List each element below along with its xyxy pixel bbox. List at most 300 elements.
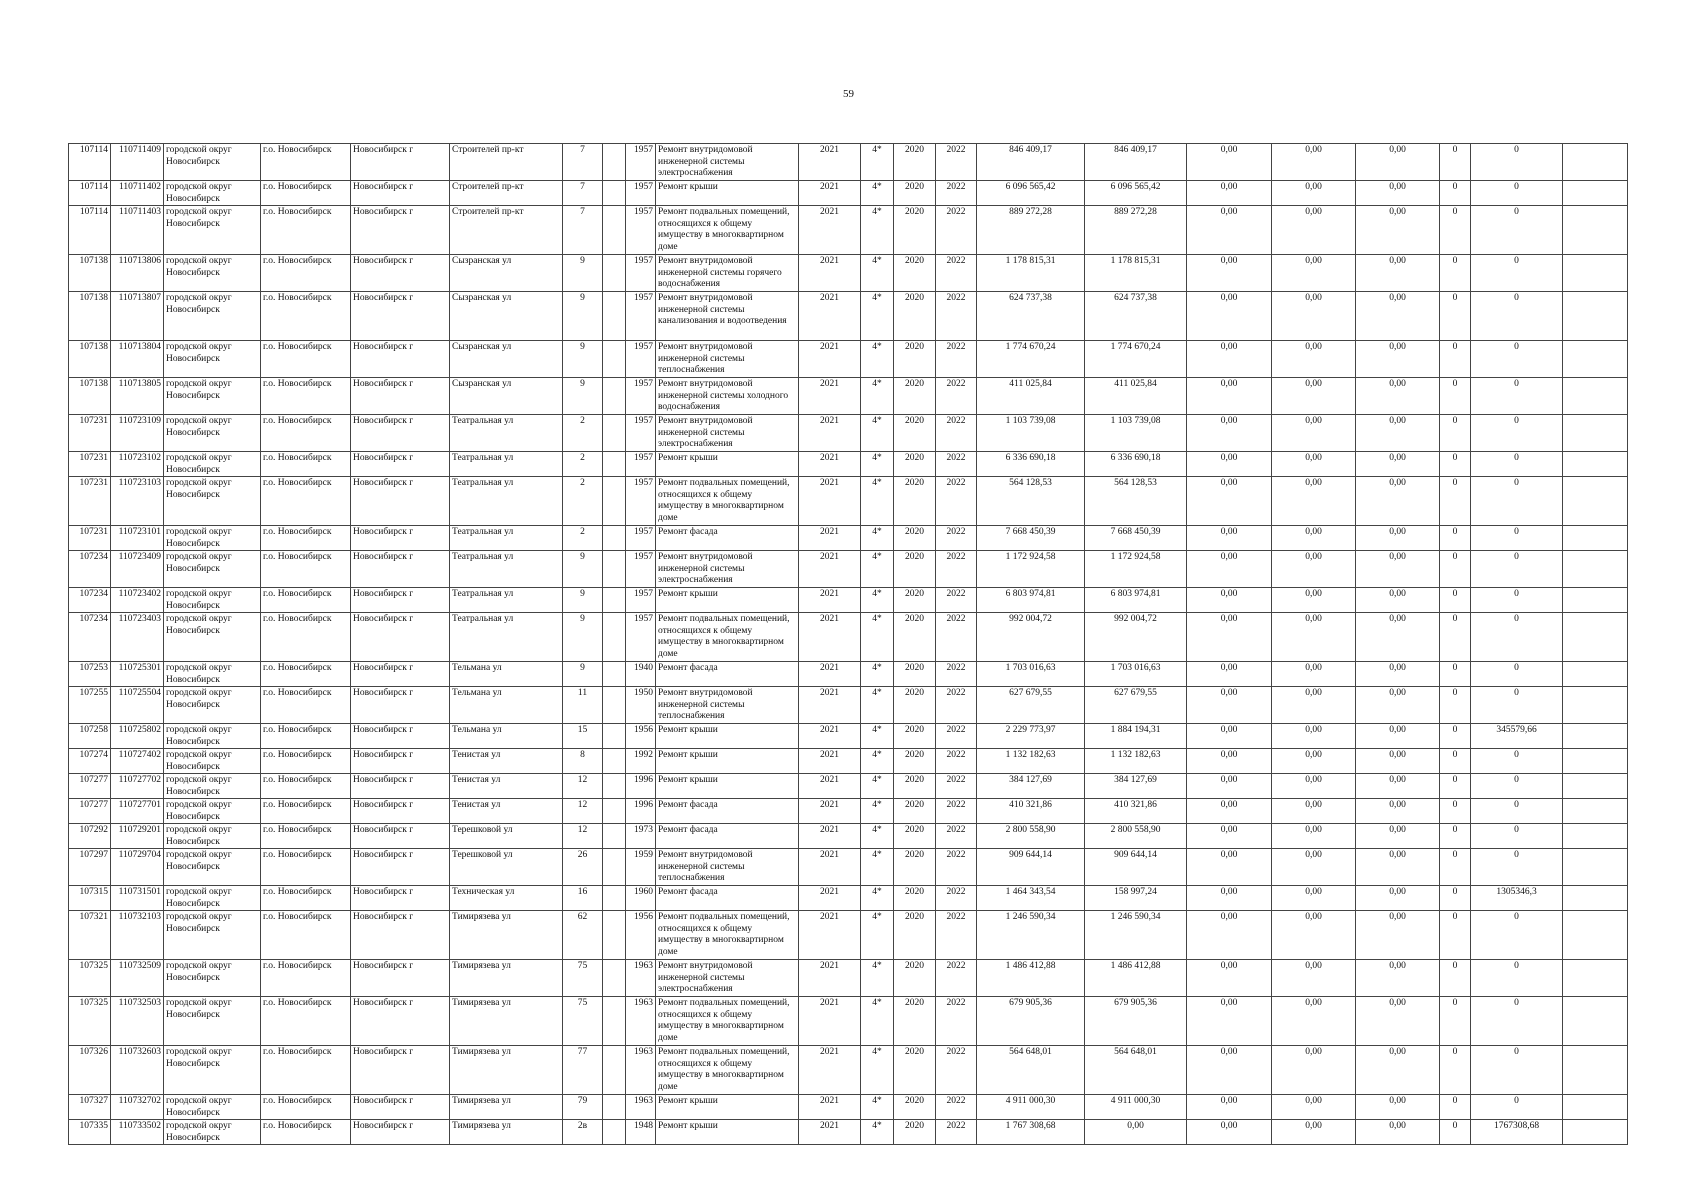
table-row [69, 378, 1628, 415]
cell-s1: 0,00 [1187, 181, 1272, 206]
table-row [69, 997, 1628, 1046]
cell-street: Строителей пр-кт [450, 206, 563, 255]
cell-y2: 2020 [894, 341, 936, 378]
cell-city: Новосибирск г [351, 341, 450, 378]
cell-work: Ремонт внутридомовой инженерной системы электроснабжения [656, 551, 799, 588]
cell-street: Театральная ул [450, 588, 563, 613]
cell-own: 0 [1471, 911, 1563, 960]
cell-code: 110713804 [111, 341, 164, 378]
cell-s1: 0,00 [1187, 415, 1272, 452]
cell-mo: городской округ Новосибирск [164, 960, 261, 997]
cell-okrug: г.о. Новосибирск [261, 206, 351, 255]
cell-total: 1 486 412,88 [977, 960, 1085, 997]
cell-id: 107274 [69, 749, 111, 774]
cell-code: 110727702 [111, 774, 164, 799]
cell-city: Новосибирск г [351, 911, 450, 960]
cell-city: Новосибирск г [351, 415, 450, 452]
cell-code: 110727402 [111, 749, 164, 774]
cell-cat: 4* [861, 452, 894, 477]
cell-s1: 0,00 [1187, 588, 1272, 613]
cell-house: 9 [563, 613, 603, 662]
cell-work: Ремонт крыши [656, 588, 799, 613]
cell-s3: 0,00 [1356, 526, 1440, 551]
cell-s1: 0,00 [1187, 849, 1272, 886]
table-row [69, 749, 1628, 774]
cell-s2: 0,00 [1272, 1046, 1356, 1095]
cell-s1: 0,00 [1187, 613, 1272, 662]
cell-last [1563, 749, 1628, 774]
cell-z: 0 [1440, 824, 1471, 849]
cell-id: 107335 [69, 1120, 111, 1145]
cell-okrug: г.о. Новосибирск [261, 255, 351, 292]
cell-z: 0 [1440, 724, 1471, 749]
cell-street: Театральная ул [450, 452, 563, 477]
cell-s1: 0,00 [1187, 378, 1272, 415]
cell-y1: 2021 [799, 378, 861, 415]
cell-id: 107114 [69, 181, 111, 206]
table-row [69, 662, 1628, 687]
cell-year: 1957 [626, 255, 656, 292]
cell-own: 0 [1471, 613, 1563, 662]
cell-y1: 2021 [799, 724, 861, 749]
cell-okrug: г.о. Новосибирск [261, 911, 351, 960]
cell-s2: 0,00 [1272, 1120, 1356, 1145]
cell-last [1563, 415, 1628, 452]
cell-corp [603, 292, 626, 341]
cell-work: Ремонт крыши [656, 1120, 799, 1145]
cell-fund: 1 172 924,58 [1085, 551, 1187, 588]
cell-corp [603, 749, 626, 774]
cell-z: 0 [1440, 181, 1471, 206]
cell-code: 110711409 [111, 144, 164, 181]
cell-code: 110713805 [111, 378, 164, 415]
cell-city: Новосибирск г [351, 662, 450, 687]
cell-cat: 4* [861, 1046, 894, 1095]
cell-corp [603, 960, 626, 997]
cell-y3: 2022 [936, 255, 977, 292]
cell-okrug: г.о. Новосибирск [261, 378, 351, 415]
cell-mo: городской округ Новосибирск [164, 997, 261, 1046]
cell-mo: городской округ Новосибирск [164, 526, 261, 551]
cell-corp [603, 415, 626, 452]
cell-y3: 2022 [936, 774, 977, 799]
cell-s2: 0,00 [1272, 415, 1356, 452]
cell-z: 0 [1440, 997, 1471, 1046]
cell-house: 2 [563, 477, 603, 526]
cell-house: 2 [563, 415, 603, 452]
cell-y3: 2022 [936, 799, 977, 824]
cell-s1: 0,00 [1187, 255, 1272, 292]
cell-y2: 2020 [894, 613, 936, 662]
cell-total: 1 178 815,31 [977, 255, 1085, 292]
cell-okrug: г.о. Новосибирск [261, 292, 351, 341]
cell-y3: 2022 [936, 526, 977, 551]
table-row [69, 687, 1628, 724]
cell-street: Сызранская ул [450, 341, 563, 378]
cell-house: 9 [563, 255, 603, 292]
cell-s2: 0,00 [1272, 960, 1356, 997]
cell-house: 16 [563, 886, 603, 911]
cell-total: 6 803 974,81 [977, 588, 1085, 613]
cell-street: Театральная ул [450, 415, 563, 452]
cell-corp [603, 255, 626, 292]
cell-street: Тенистая ул [450, 749, 563, 774]
cell-city: Новосибирск г [351, 378, 450, 415]
cell-s2: 0,00 [1272, 526, 1356, 551]
cell-corp [603, 1120, 626, 1145]
cell-house: 12 [563, 774, 603, 799]
cell-total: 411 025,84 [977, 378, 1085, 415]
cell-s1: 0,00 [1187, 526, 1272, 551]
cell-cat: 4* [861, 415, 894, 452]
cell-fund: 158 997,24 [1085, 886, 1187, 911]
table-row [69, 799, 1628, 824]
cell-corp [603, 181, 626, 206]
cell-mo: городской округ Новосибирск [164, 1095, 261, 1120]
cell-total: 2 800 558,90 [977, 824, 1085, 849]
cell-y3: 2022 [936, 415, 977, 452]
cell-s2: 0,00 [1272, 749, 1356, 774]
cell-city: Новосибирск г [351, 824, 450, 849]
cell-mo: городской округ Новосибирск [164, 181, 261, 206]
cell-year: 1963 [626, 1046, 656, 1095]
cell-y1: 2021 [799, 799, 861, 824]
cell-s2: 0,00 [1272, 181, 1356, 206]
cell-y1: 2021 [799, 206, 861, 255]
cell-own: 0 [1471, 477, 1563, 526]
cell-own: 0 [1471, 255, 1563, 292]
cell-year: 1996 [626, 799, 656, 824]
cell-total: 1 172 924,58 [977, 551, 1085, 588]
cell-last [1563, 997, 1628, 1046]
cell-s1: 0,00 [1187, 452, 1272, 477]
cell-last [1563, 687, 1628, 724]
cell-work: Ремонт крыши [656, 452, 799, 477]
cell-total: 992 004,72 [977, 613, 1085, 662]
cell-s3: 0,00 [1356, 799, 1440, 824]
cell-total: 2 229 773,97 [977, 724, 1085, 749]
cell-s3: 0,00 [1356, 588, 1440, 613]
cell-s2: 0,00 [1272, 662, 1356, 687]
cell-work: Ремонт внутридомовой инженерной системы канализования и водоотведения [656, 292, 799, 341]
cell-cat: 4* [861, 144, 894, 181]
cell-y3: 2022 [936, 886, 977, 911]
cell-y3: 2022 [936, 341, 977, 378]
cell-y3: 2022 [936, 144, 977, 181]
cell-work: Ремонт внутридомовой инженерной системы теплоснабжения [656, 849, 799, 886]
cell-corp [603, 849, 626, 886]
cell-s1: 0,00 [1187, 477, 1272, 526]
cell-code: 110732509 [111, 960, 164, 997]
cell-s3: 0,00 [1356, 960, 1440, 997]
cell-work: Ремонт подвальных помещений, относящихся к общему имуществу в многоквартирном доме [656, 613, 799, 662]
cell-own: 0 [1471, 687, 1563, 724]
cell-city: Новосибирск г [351, 526, 450, 551]
cell-z: 0 [1440, 551, 1471, 588]
cell-own: 0 [1471, 824, 1563, 849]
cell-y1: 2021 [799, 526, 861, 551]
cell-city: Новосибирск г [351, 292, 450, 341]
cell-okrug: г.о. Новосибирск [261, 799, 351, 824]
cell-city: Новосибирск г [351, 724, 450, 749]
cell-s3: 0,00 [1356, 1120, 1440, 1145]
cell-corp [603, 799, 626, 824]
cell-z: 0 [1440, 144, 1471, 181]
cell-fund: 992 004,72 [1085, 613, 1187, 662]
cell-y1: 2021 [799, 997, 861, 1046]
cell-cat: 4* [861, 749, 894, 774]
cell-mo: городской округ Новосибирск [164, 849, 261, 886]
cell-street: Театральная ул [450, 613, 563, 662]
cell-street: Техническая ул [450, 886, 563, 911]
cell-house: 15 [563, 724, 603, 749]
cell-z: 0 [1440, 1095, 1471, 1120]
cell-y2: 2020 [894, 724, 936, 749]
cell-cat: 4* [861, 960, 894, 997]
cell-fund: 411 025,84 [1085, 378, 1187, 415]
cell-fund: 1 132 182,63 [1085, 749, 1187, 774]
cell-okrug: г.о. Новосибирск [261, 849, 351, 886]
cell-own: 0 [1471, 551, 1563, 588]
cell-z: 0 [1440, 378, 1471, 415]
table-row [69, 551, 1628, 588]
cell-y1: 2021 [799, 181, 861, 206]
cell-code: 110732503 [111, 997, 164, 1046]
cell-code: 110729201 [111, 824, 164, 849]
cell-last [1563, 551, 1628, 588]
cell-y1: 2021 [799, 1120, 861, 1145]
cell-corp [603, 997, 626, 1046]
cell-fund: 1 246 590,34 [1085, 911, 1187, 960]
cell-own: 0 [1471, 292, 1563, 341]
cell-s1: 0,00 [1187, 687, 1272, 724]
cell-city: Новосибирск г [351, 997, 450, 1046]
cell-s2: 0,00 [1272, 997, 1356, 1046]
cell-code: 110733502 [111, 1120, 164, 1145]
cell-year: 1992 [626, 749, 656, 774]
cell-s2: 0,00 [1272, 613, 1356, 662]
cell-okrug: г.о. Новосибирск [261, 613, 351, 662]
cell-house: 7 [563, 181, 603, 206]
cell-s1: 0,00 [1187, 799, 1272, 824]
cell-s3: 0,00 [1356, 613, 1440, 662]
cell-total: 846 409,17 [977, 144, 1085, 181]
cell-own: 0 [1471, 206, 1563, 255]
cell-corp [603, 613, 626, 662]
cell-okrug: г.о. Новосибирск [261, 588, 351, 613]
cell-fund: 909 644,14 [1085, 849, 1187, 886]
cell-house: 26 [563, 849, 603, 886]
cell-house: 8 [563, 749, 603, 774]
cell-fund: 564 648,01 [1085, 1046, 1187, 1095]
cell-id: 107292 [69, 824, 111, 849]
cell-fund: 846 409,17 [1085, 144, 1187, 181]
cell-house: 12 [563, 799, 603, 824]
cell-y1: 2021 [799, 144, 861, 181]
cell-work: Ремонт внутридомовой инженерной системы теплоснабжения [656, 341, 799, 378]
cell-corp [603, 477, 626, 526]
cell-s2: 0,00 [1272, 824, 1356, 849]
cell-id: 107258 [69, 724, 111, 749]
cell-y1: 2021 [799, 886, 861, 911]
cell-code: 110731501 [111, 886, 164, 911]
cell-code: 110725802 [111, 724, 164, 749]
cell-corp [603, 1046, 626, 1095]
cell-fund: 889 272,28 [1085, 206, 1187, 255]
cell-okrug: г.о. Новосибирск [261, 415, 351, 452]
cell-code: 110725301 [111, 662, 164, 687]
cell-y2: 2020 [894, 774, 936, 799]
cell-last [1563, 799, 1628, 824]
cell-y2: 2020 [894, 799, 936, 824]
cell-mo: городской округ Новосибирск [164, 292, 261, 341]
cell-last [1563, 849, 1628, 886]
cell-s1: 0,00 [1187, 997, 1272, 1046]
cell-work: Ремонт подвальных помещений, относящихся к общему имуществу в многоквартирном доме [656, 477, 799, 526]
cell-y2: 2020 [894, 551, 936, 588]
table-row [69, 588, 1628, 613]
cell-code: 110711403 [111, 206, 164, 255]
cell-s3: 0,00 [1356, 1046, 1440, 1095]
cell-year: 1948 [626, 1120, 656, 1145]
cell-total: 1 246 590,34 [977, 911, 1085, 960]
cell-last [1563, 613, 1628, 662]
cell-mo: городской округ Новосибирск [164, 378, 261, 415]
cell-city: Новосибирск г [351, 255, 450, 292]
cell-street: Терешковой ул [450, 824, 563, 849]
cell-y1: 2021 [799, 613, 861, 662]
cell-year: 1957 [626, 341, 656, 378]
table-row [69, 849, 1628, 886]
cell-house: 9 [563, 662, 603, 687]
cell-s2: 0,00 [1272, 452, 1356, 477]
cell-code: 110713806 [111, 255, 164, 292]
cell-mo: городской округ Новосибирск [164, 1046, 261, 1095]
cell-y3: 2022 [936, 378, 977, 415]
cell-corp [603, 911, 626, 960]
cell-s1: 0,00 [1187, 774, 1272, 799]
cell-okrug: г.о. Новосибирск [261, 477, 351, 526]
cell-house: 11 [563, 687, 603, 724]
cell-total: 6 096 565,42 [977, 181, 1085, 206]
cell-okrug: г.о. Новосибирск [261, 1095, 351, 1120]
cell-street: Тельмана ул [450, 687, 563, 724]
cell-okrug: г.о. Новосибирск [261, 181, 351, 206]
cell-year: 1950 [626, 687, 656, 724]
cell-s2: 0,00 [1272, 724, 1356, 749]
cell-s2: 0,00 [1272, 849, 1356, 886]
cell-total: 7 668 450,39 [977, 526, 1085, 551]
cell-city: Новосибирск г [351, 206, 450, 255]
cell-code: 110723102 [111, 452, 164, 477]
cell-okrug: г.о. Новосибирск [261, 997, 351, 1046]
cell-okrug: г.о. Новосибирск [261, 960, 351, 997]
cell-corp [603, 378, 626, 415]
cell-year: 1957 [626, 206, 656, 255]
cell-street: Тимирязева ул [450, 960, 563, 997]
cell-z: 0 [1440, 849, 1471, 886]
cell-own: 0 [1471, 662, 1563, 687]
cell-total: 909 644,14 [977, 849, 1085, 886]
cell-code: 110723103 [111, 477, 164, 526]
cell-city: Новосибирск г [351, 144, 450, 181]
cell-y2: 2020 [894, 749, 936, 774]
cell-cat: 4* [861, 849, 894, 886]
cell-y1: 2021 [799, 1095, 861, 1120]
cell-year: 1957 [626, 292, 656, 341]
cell-mo: городской округ Новосибирск [164, 588, 261, 613]
cell-fund: 2 800 558,90 [1085, 824, 1187, 849]
cell-cat: 4* [861, 886, 894, 911]
table-row [69, 613, 1628, 662]
cell-id: 107114 [69, 144, 111, 181]
cell-house: 2в [563, 1120, 603, 1145]
cell-id: 107315 [69, 886, 111, 911]
cell-id: 107231 [69, 415, 111, 452]
cell-z: 0 [1440, 613, 1471, 662]
cell-own: 0 [1471, 1046, 1563, 1095]
cell-total: 1 103 739,08 [977, 415, 1085, 452]
cell-last [1563, 724, 1628, 749]
cell-year: 1956 [626, 911, 656, 960]
cell-s3: 0,00 [1356, 452, 1440, 477]
cell-s1: 0,00 [1187, 886, 1272, 911]
cell-okrug: г.о. Новосибирск [261, 452, 351, 477]
cell-okrug: г.о. Новосибирск [261, 1046, 351, 1095]
cell-y3: 2022 [936, 1120, 977, 1145]
cell-s2: 0,00 [1272, 687, 1356, 724]
cell-street: Сызранская ул [450, 378, 563, 415]
cell-code: 110732103 [111, 911, 164, 960]
cell-city: Новосибирск г [351, 799, 450, 824]
cell-year: 1956 [626, 724, 656, 749]
cell-cat: 4* [861, 181, 894, 206]
cell-code: 110732702 [111, 1095, 164, 1120]
cell-cat: 4* [861, 378, 894, 415]
cell-fund: 1 774 670,24 [1085, 341, 1187, 378]
cell-own: 0 [1471, 849, 1563, 886]
cell-last [1563, 1095, 1628, 1120]
cell-y2: 2020 [894, 144, 936, 181]
cell-year: 1957 [626, 144, 656, 181]
cell-year: 1957 [626, 181, 656, 206]
cell-y2: 2020 [894, 1095, 936, 1120]
table-row [69, 526, 1628, 551]
cell-s3: 0,00 [1356, 181, 1440, 206]
cell-y3: 2022 [936, 292, 977, 341]
cell-okrug: г.о. Новосибирск [261, 774, 351, 799]
cell-total: 1 774 670,24 [977, 341, 1085, 378]
cell-city: Новосибирск г [351, 749, 450, 774]
cell-own: 0 [1471, 588, 1563, 613]
cell-fund: 6 336 690,18 [1085, 452, 1187, 477]
cell-cat: 4* [861, 911, 894, 960]
cell-y3: 2022 [936, 1046, 977, 1095]
cell-y3: 2022 [936, 551, 977, 588]
cell-y3: 2022 [936, 477, 977, 526]
cell-y1: 2021 [799, 588, 861, 613]
table-row [69, 477, 1628, 526]
cell-s2: 0,00 [1272, 774, 1356, 799]
cell-okrug: г.о. Новосибирск [261, 1120, 351, 1145]
cell-z: 0 [1440, 799, 1471, 824]
cell-last [1563, 181, 1628, 206]
cell-y2: 2020 [894, 687, 936, 724]
cell-id: 107138 [69, 255, 111, 292]
cell-y2: 2020 [894, 588, 936, 613]
cell-work: Ремонт подвальных помещений, относящихся к общему имуществу в многоквартирном доме [656, 206, 799, 255]
cell-z: 0 [1440, 588, 1471, 613]
